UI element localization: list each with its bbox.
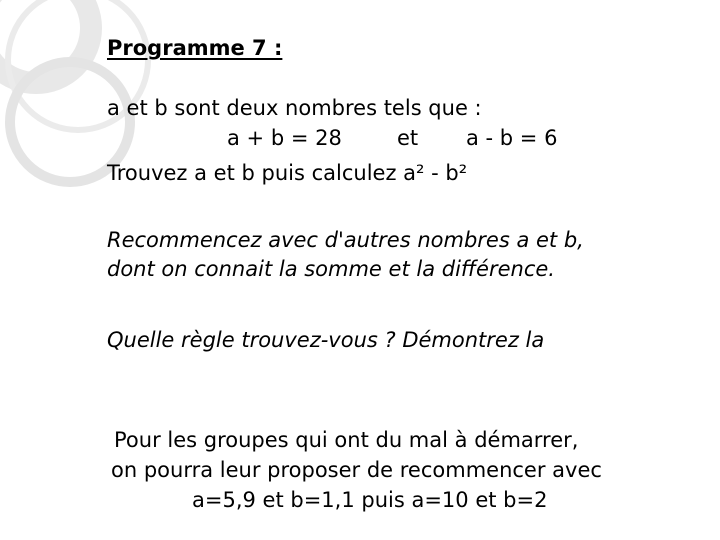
- program-title: Programme 7 :: [107, 36, 283, 60]
- retry-instruction-line1: Recommencez avec d'autres nombres a et b,: [107, 228, 584, 252]
- task-statement: Trouvez a et b puis calculez a² - b²: [107, 161, 468, 185]
- equation-sum: a + b = 28: [227, 126, 342, 150]
- hint-line3: a=5,9 et b=1,1 puis a=10 et b=2: [192, 488, 548, 512]
- problem-statement: a et b sont deux nombres tels que :: [107, 96, 482, 120]
- hint-line1: Pour les groupes qui ont du mal à démarrer,: [114, 428, 579, 452]
- retry-instruction-line2: dont on connait la somme et la différence.: [107, 257, 555, 281]
- equation-connector: et: [397, 126, 419, 150]
- hint-line2: on pourra leur proposer de recommencer avec: [111, 458, 602, 482]
- rule-question: Quelle règle trouvez-vous ? Démontrez la: [107, 328, 545, 352]
- equation-difference: a - b = 6: [466, 126, 558, 150]
